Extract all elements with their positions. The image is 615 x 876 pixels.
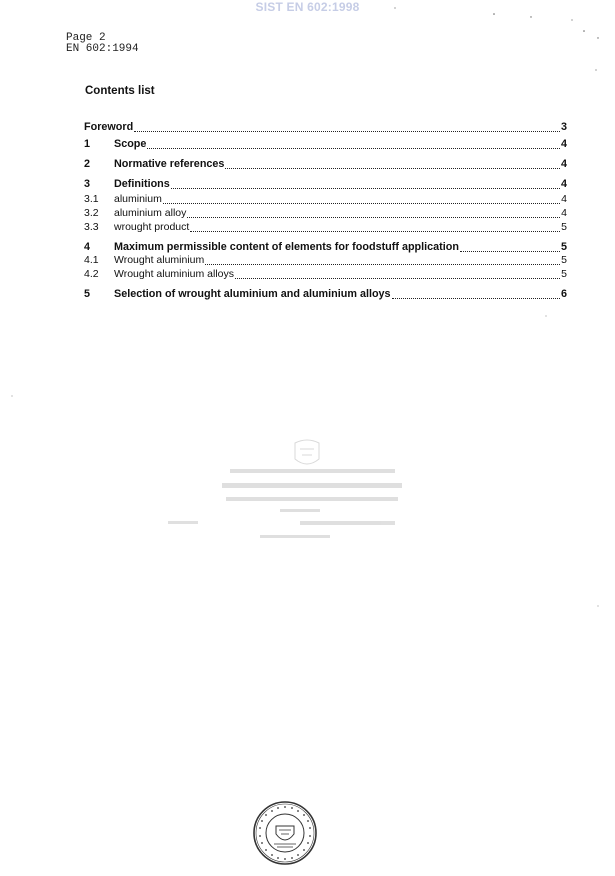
toc-entry: [84, 121, 567, 134]
toc-entry: [84, 193, 567, 206]
toc-entry-title: Normative references: [114, 158, 225, 170]
toc-entry-page: 3: [560, 121, 567, 133]
toc-entry-page: 4: [561, 193, 567, 205]
toc-entry: [84, 288, 567, 301]
toc-entry-number: 4: [84, 241, 91, 253]
toc-entry: [84, 207, 567, 220]
toc-dot-leader: [134, 128, 560, 132]
official-seal: [252, 800, 318, 866]
toc-entry: [84, 254, 567, 267]
toc-dot-leader: [235, 275, 560, 279]
library-stamp-graphic: [160, 435, 420, 555]
toc-entry-page: 5: [561, 221, 567, 233]
toc-entry: [84, 158, 567, 171]
toc-entry-number: 1: [84, 138, 91, 150]
toc-entry-number: 4.1: [84, 254, 99, 266]
toc-dot-leader: [187, 214, 560, 218]
toc-entry: [84, 221, 567, 234]
toc-dot-leader: [190, 228, 560, 232]
toc-entry: [84, 138, 567, 151]
toc-entry-number: 3.3: [84, 221, 99, 233]
toc-entry-page: 5: [561, 268, 567, 280]
toc-entry-number: 3: [84, 178, 91, 190]
toc-dot-leader: [163, 200, 560, 204]
toc-entry-number: 3.2: [84, 207, 99, 219]
standard-reference: EN 602:1994: [66, 43, 139, 55]
page-number-label: Page 2: [66, 32, 106, 44]
toc-entry-number: 5: [84, 288, 91, 300]
contents-title: Contents list: [85, 85, 155, 97]
toc-dot-leader: [392, 295, 560, 299]
toc-entry-page: 6: [560, 288, 567, 300]
toc-entry-page: 5: [561, 254, 567, 266]
toc-entry: [84, 178, 567, 191]
toc-entry-page: 4: [560, 178, 567, 190]
toc-entry-title: Wrought aluminium: [114, 254, 205, 266]
toc-entry-title: Wrought aluminium alloys: [114, 268, 235, 280]
toc-entry-number: 2: [84, 158, 91, 170]
toc-entry-page: 4: [561, 207, 567, 219]
watermark-text: SIST EN 602:1998: [255, 0, 360, 14]
toc-entry-number: 3.1: [84, 193, 99, 205]
page-header: [66, 33, 139, 55]
toc-entry: [84, 268, 567, 281]
toc-entry: [84, 241, 567, 254]
toc-entry-page: 5: [560, 241, 567, 253]
toc-entry-title: Maximum permissible content of elements for foodstuff application: [114, 241, 459, 253]
toc-entry-title: aluminium: [114, 193, 162, 205]
toc-entry-title: Scope: [114, 138, 147, 150]
toc-entry-page: 4: [560, 138, 567, 150]
toc-entry-title: Definitions: [114, 178, 170, 190]
toc-dot-leader: [171, 185, 560, 189]
toc-entry-page: 4: [560, 158, 567, 170]
toc-entry-title: Foreword: [84, 121, 134, 133]
toc-entry-number: 4.2: [84, 268, 99, 280]
toc-dot-leader: [460, 248, 560, 252]
toc-entry-title: Selection of wrought aluminium and aluminium alloys: [114, 288, 391, 300]
toc-entry-title: wrought product: [114, 221, 190, 233]
toc-dot-leader: [147, 145, 560, 149]
toc-entry-title: aluminium alloy: [114, 207, 187, 219]
toc-dot-leader: [225, 165, 560, 169]
toc-dot-leader: [205, 261, 560, 265]
